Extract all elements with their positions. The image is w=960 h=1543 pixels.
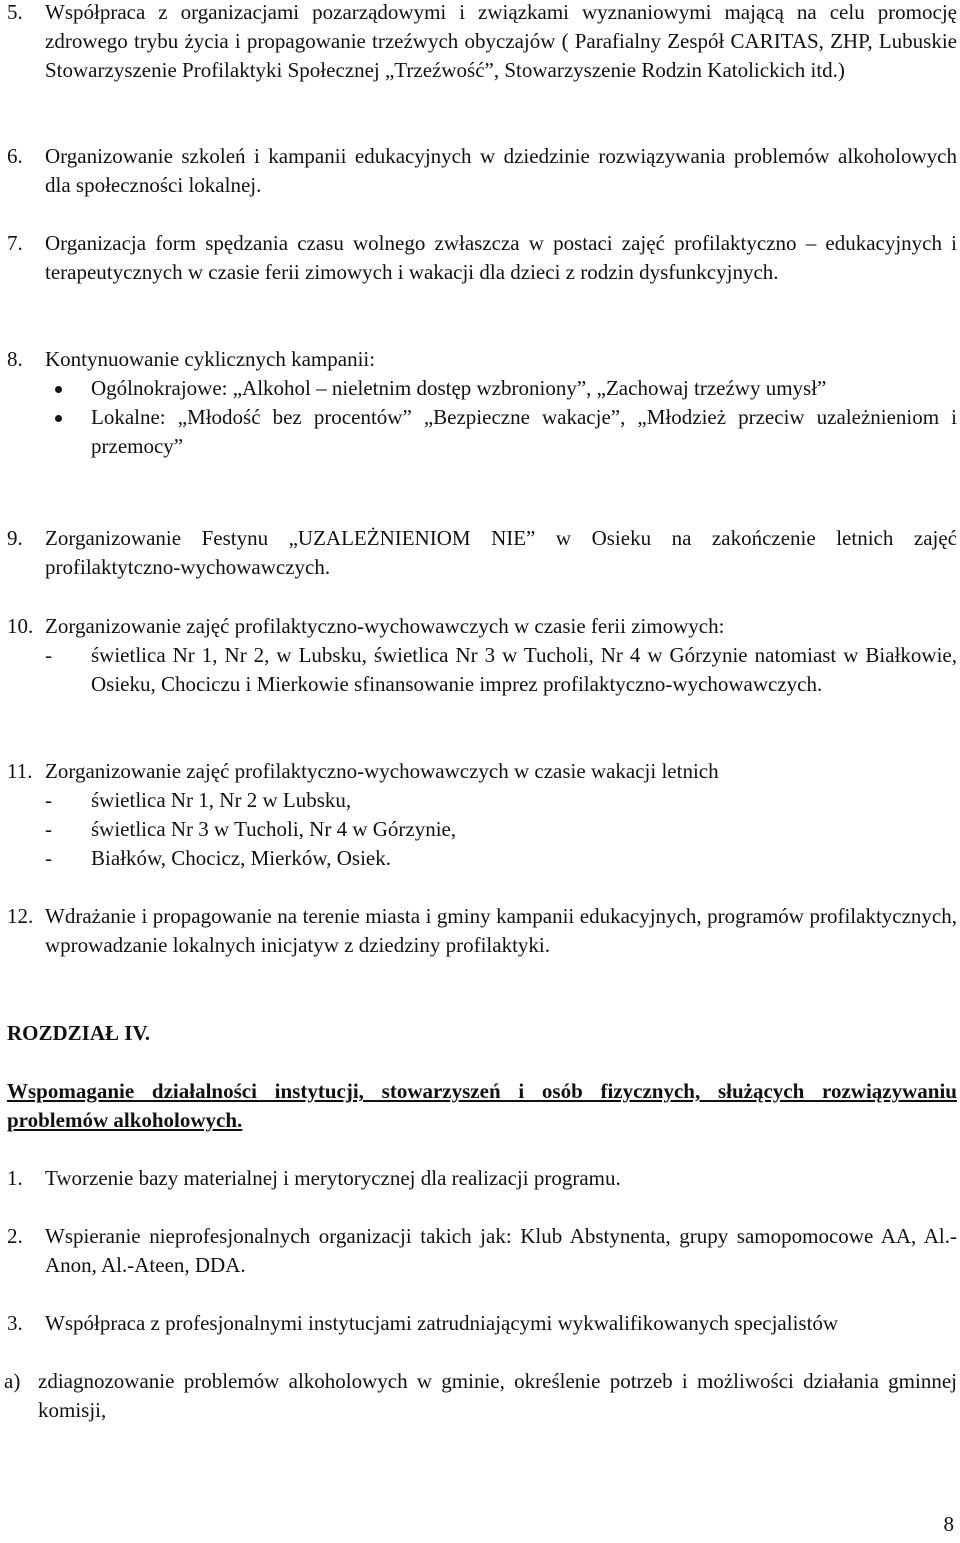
item-text: Kontynuowanie cyklicznych kampanii: [45,347,376,371]
item-text: Organizacja form spędzania czasu wolnego zwłaszcza w postaci zajęć profilaktyczno – edukacyjnych i terapeutycznych w czasie ferii zimowych i wakacji dla dzieci z rodzin dysfunkcyjnych. [45,231,957,284]
list-item [7,0,957,85]
item-number: 11. [7,759,33,783]
item-number: 5. [7,0,23,24]
dash-marker: - [45,817,52,841]
dash-text: świetlica Nr 1, Nr 2, w Lubsku, świetlica Nr 3 w Tucholi, Nr 4 w Górzynie natomiast w Białkowie, Osieku, Chociczu i Mierkowie sfinansowanie imprez profilaktyczno-wychowawczych. [91,643,957,696]
item-text: Wspieranie nieprofesjonalnych organizacji takich jak: Klub Abstynenta, grupy samopomocowe AA, Al.-Anon, Al.-Ateen, DDA. [45,1224,957,1277]
list-item [7,757,957,873]
dash-item [45,815,957,844]
dash-item [45,844,957,873]
chapter-title: ROZDZIAŁ IV. [7,1021,151,1045]
item-number: 8. [7,347,23,371]
item-text: Zorganizowanie zajęć profilaktyczno-wychowawczych w czasie ferii zimowych: [45,614,725,638]
dash-text: Białków, Chocicz, Mierków, Osiek. [91,846,391,870]
chapter-subtitle: Wspomaganie działalności instytucji, stowarzyszeń i osób fizycznych, służących rozwiązywaniu problemów alkoholowych. [7,1079,957,1132]
letter-list-item [4,1367,957,1425]
item-number: 7. [7,231,23,255]
list-item [7,1164,957,1193]
bullet-icon [55,386,62,393]
item-number: 6. [7,144,23,168]
item-text: Zorganizowanie Festynu „UZALEŻNIENIOM NIE” w Osieku na zakończenie letnich zajęć profilaktytczno-wychowawczych. [45,526,957,579]
bullet-item [45,374,957,403]
dash-marker: - [45,846,52,870]
item-number: 9. [7,526,23,550]
dash-marker: - [45,788,52,812]
item-number: 2. [7,1224,23,1248]
item-number: 3. [7,1311,23,1335]
item-number: 10. [7,614,34,638]
bullet-text: Ogólnokrajowe: „Alkohol – nieletnim dostęp wzbroniony”, „Zachowaj trzeźwy umysł” [91,376,827,400]
list-item [7,142,957,200]
item-text: Organizowanie szkoleń i kampanii edukacyjnych w dziedzinie rozwiązywania problemów alkoholowych dla społeczności lokalnej. [45,144,957,197]
item-letter: a) [4,1369,21,1393]
item-text: Współpraca z profesjonalnymi instytucjami zatrudniającymi wykwalifikowanych specjalistów [45,1311,839,1335]
list-item [7,612,957,699]
list-item [7,229,957,287]
dash-text: świetlica Nr 1, Nr 2 w Lubsku, [91,788,352,812]
bullet-text: Lokalne: „Młodość bez procentów” „Bezpieczne wakacje”, „Młodzież przeciw uzależnieniom i przemocy” [91,405,957,458]
item-text: Współpraca z organizacjami pozarządowymi i związkami wyznaniowymi mającą na celu promocję zdrowego trybu życia i propagowanie trzeźwych obyczajów ( Parafialny Zespół CARITAS, ZHP, Lubuskie Stowarzyszenie Profilaktyki Społecznej „Trzeźwość”, Stowarzyszenie Rodzin Katolickich itd.) [45,0,957,82]
item-number: 1. [7,1166,23,1190]
list-item [7,1222,957,1280]
dash-item [45,641,957,699]
list-item [7,345,957,461]
bullet-item [45,403,957,461]
item-number: 12. [7,904,34,928]
item-text: Tworzenie bazy materialnej i merytorycznej dla realizacji programu. [45,1166,621,1190]
dash-text: świetlica Nr 3 w Tucholi, Nr 4 w Górzynie, [91,817,457,841]
bullet-icon [55,415,62,422]
list-item [7,902,957,960]
dash-item [45,786,957,815]
item-text: zdiagnozowanie problemów alkoholowych w gminie, określenie potrzeb i możliwości działania gminnej komisji, [38,1369,957,1422]
item-text: Wdrażanie i propagowanie na terenie miasta i gminy kampanii edukacyjnych, programów profilaktycznych, wprowadzanie lokalnych inicjatyw z dziedziny profilaktyki. [45,904,957,957]
page-number: 8 [943,1512,954,1536]
item-text: Zorganizowanie zajęć profilaktyczno-wychowawczych w czasie wakacji letnich [45,759,719,783]
dash-marker: - [45,643,52,667]
list-item [7,1309,957,1338]
list-item [7,524,957,582]
